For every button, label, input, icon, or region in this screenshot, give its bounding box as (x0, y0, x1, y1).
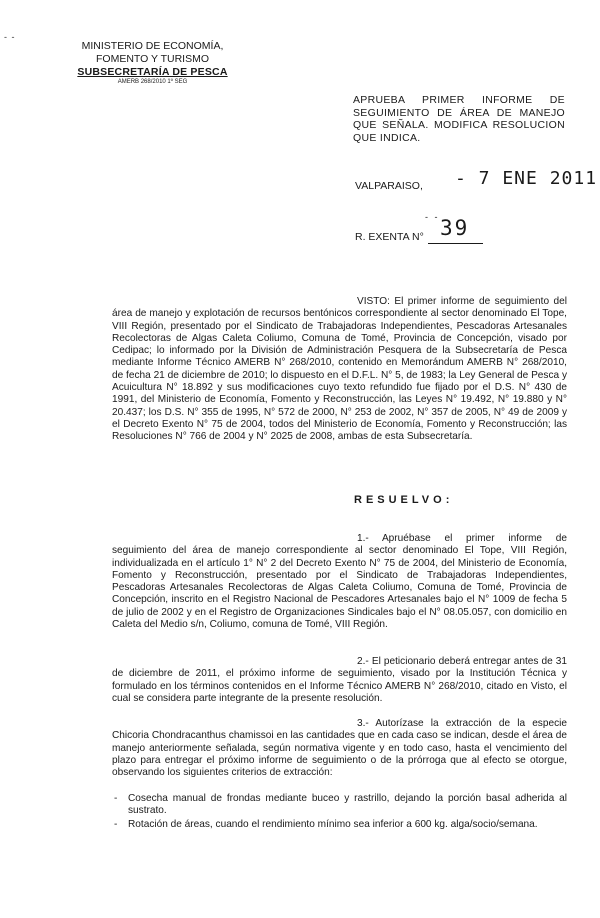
visto-paragraph: VISTO: El primer informe de seguimiento del área de manejo y explotación de recursos bentónicos correspondiente al sector denominado El Tope, VIII Región, presentado por el Sindicato de Trabajadoras Independientes, Pescadoras Artesanales Recolectoras de Algas Caleta Coliumo, Comuna de Tomé, Provincia de Concepción, visado por Cedipac; lo informado por la División de Administración Pesquera de la Subsecretaría de Pesca mediante Informe Técnico AMERB N° 268/2010, contenido en Memorándum AMERB N° 268/2010, de fecha 21 de diciembre de 2010; lo dispuesto en el D.F.L. N° 5, de 1983; la Ley General de Pesca y Acuicultura N° 18.892 y sus modificaciones cuyo texto refundido fue fijado por el D.S. N° 430 de 1991, del Ministerio de Economía, Fomento y Reconstrucción, las Leyes N° 19.492, N° 19.880 y N° 20.437; los D.S. N° 355 de 1995, N° 572 de 2000, N° 253 de 2002, N° 357 de 2005, N° 49 de 2009 y el Decreto Exento N° 75 de 2004, todos del Ministerio de Economía, Fomento y Reconstrucción; las Resoluciones N° 766 de 2004 y N° 2025 de 2008, ambas de esta Subsecretaría. (112, 296, 567, 443)
article-2: 2.- El peticionario deberá entregar antes de 31 de diciembre de 2011, el próximo informe de seguimiento, visado por la Institución Técnica y formulado en los términos contenidos en el Informe Técnico AMERB N° 268/2010, citado en Visto, el cual se considera parte integrante de la presente resolución. (112, 656, 567, 704)
letterhead-ministry: MINISTERIO DE ECONOMÍA, (81, 40, 224, 52)
criteria-text: Cosecha manual de frondas mediante buceo y rastrillo, dejando la porción basal adherida al sustrato. (128, 793, 567, 817)
resuelvo-heading: RESUELVO: (354, 494, 454, 506)
letterhead-reference: AMERB 268/2010 1º SEG (117, 79, 188, 85)
resolution-underline (428, 243, 483, 244)
resolution-label: R. EXENTA N° (355, 231, 424, 243)
criteria-item (114, 818, 567, 831)
letterhead (70, 40, 235, 86)
resolution-dash: - - (425, 212, 440, 222)
criteria-text: Rotación de áreas, cuando el rendimiento mínimo sea inferior a 600 kg. alga/socio/semana. (128, 818, 538, 830)
document-subject: APRUEBA PRIMER INFORME DE SEGUIMIENTO DE ÁREA DE MANEJO QUE SEÑALA. MODIFICA RESOLUCION QUE INDICA. (353, 94, 565, 144)
bullet-dash: - (114, 793, 118, 804)
date-stamp: - 7 ENE 2011 (455, 168, 598, 189)
resolution-number: 39 (440, 216, 470, 240)
letterhead-subsecretaria: SUBSECRETARÍA DE PESCA (77, 66, 228, 78)
corner-mark: - - (4, 32, 16, 42)
letterhead-ministry-cont: FOMENTO Y TURISMO (96, 53, 209, 65)
criteria-item (114, 793, 567, 818)
bullet-dash: - (114, 818, 118, 830)
article-1: 1.- Apruébase el primer informe de seguimiento del área de manejo correspondiente al sector denominado El Tope, VIII Región, individualizada en el artículo 1° N° 2 del Decreto Exento N° 75 de 2004, del Ministerio de Economía, Fomento y Reconstrucción, presentado por el Sindicato de Trabajadoras Independientes, Pescadoras Artesanales Recolectoras de Algas Caleta Coliumo, Comuna de Tomé, Provincia de Concepción, inscrito en el Registro Nacional de Pescadores Artesanales bajo el N° 1009 de fecha 5 de julio de 2002 y en el Registro de Organizaciones Sindicales bajo el N° 08.05.057, con domicilio en Caleta del Medio s/n, Coliumo, comuna de Tomé, VIII Región. (112, 533, 567, 631)
criteria-list (114, 793, 567, 831)
article-3: 3.- Autorízase la extracción de la especie Chicoria Chondracanthus chamissoi en las cantidades que en cada caso se indican, desde el área de manejo anteriormente señalada, según normativa vigente y en todo caso, hasta el vencimiento del plazo para entregar el próximo informe de seguimiento o de la prórroga que al efecto se otorgue, observando los siguientes criterios de extracción: (112, 718, 567, 779)
place-label: VALPARAISO, (355, 180, 423, 192)
